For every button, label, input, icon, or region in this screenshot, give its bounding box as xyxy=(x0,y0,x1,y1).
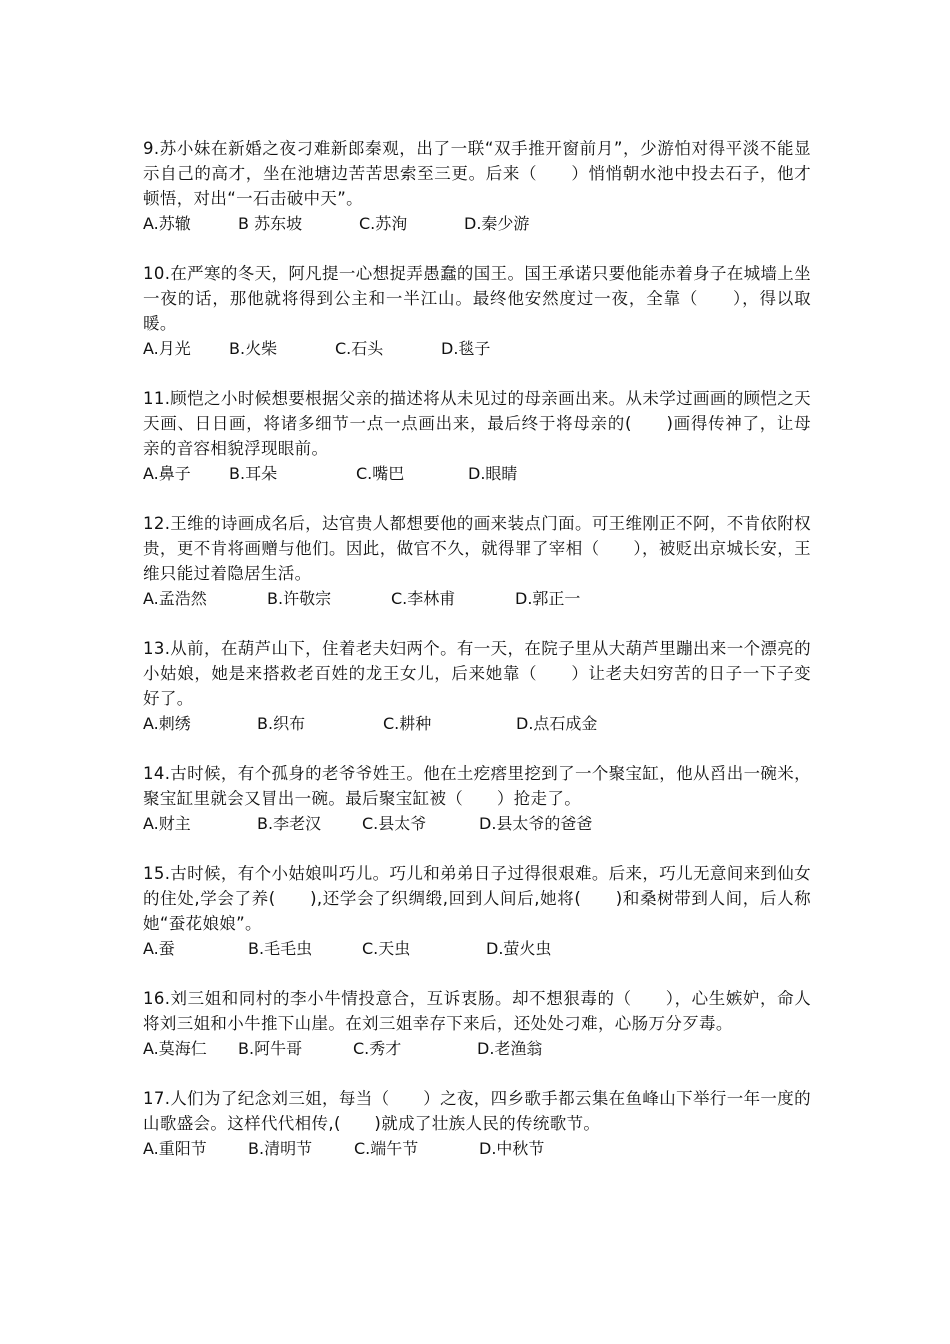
option-c: C.秀才 xyxy=(353,1039,402,1058)
question-stem: 15.古时候，有个小姑娘叫巧儿。巧儿和弟弟日子过得很艰难。后来，巧儿无意间来到仙女的住处,学会了养( ),还学会了织绸缎,回到人间后,她将( )和桑树带到人间，后人称她“蚕花娘娘”。 xyxy=(143,864,811,933)
option-b: B.耳朵 xyxy=(229,464,278,483)
question-stem: 13.从前，在葫芦山下，住着老夫妇两个。有一天，在院子里从大葫芦里蹦出来一个漂亮的小姑娘，她是来搭救老百姓的龙王女儿，后来她靠（ ）让老夫妇穷苦的日子一下子变好了。 xyxy=(143,639,811,708)
option-a: A.莫海仁 xyxy=(143,1039,207,1058)
quiz-page xyxy=(143,136,811,1186)
option-d: D.点石成金 xyxy=(516,714,598,733)
option-a: A.孟浩然 xyxy=(143,589,207,608)
question-11 xyxy=(143,386,811,486)
answer-options xyxy=(143,336,811,361)
answer-options xyxy=(143,211,811,236)
option-a: A.苏辙 xyxy=(143,214,191,233)
question-stem: 16.刘三姐和同村的李小牛情投意合，互诉衷肠。却不想狠毒的（ ），心生嫉妒，命人将刘三姐和小牛推下山崖。在刘三姐幸存下来后，还处处刁难，心肠万分歹毒。 xyxy=(143,989,811,1033)
option-c: C.苏洵 xyxy=(359,214,408,233)
question-stem: 11.顾恺之小时候想要根据父亲的描述将从未见过的母亲画出来。从未学过画画的顾恺之天天画、日日画，将诸多细节一点一点画出来，最后终于将母亲的( )画得传神了，让母亲的音容相貌浮现眼前。 xyxy=(143,389,811,458)
option-d: D.秦少游 xyxy=(464,214,530,233)
answer-options xyxy=(143,811,811,836)
option-b: B.阿牛哥 xyxy=(238,1039,303,1058)
option-d: D.中秋节 xyxy=(479,1139,545,1158)
option-c: C.端午节 xyxy=(354,1139,419,1158)
option-d: D.县太爷的爸爸 xyxy=(479,814,593,833)
option-b: B 苏东坡 xyxy=(238,214,303,233)
question-stem: 12.王维的诗画成名后，达官贵人都想要他的画来装点门面。可王维刚正不阿，不肯依附权贵，更不肯将画赠与他们。因此，做官不久，就得罪了宰相（ ），被贬出京城长安，王维只能过着隐居生活。 xyxy=(143,514,811,583)
option-b: B.火柴 xyxy=(229,339,278,358)
option-b: B.清明节 xyxy=(248,1139,313,1158)
answer-options xyxy=(143,586,811,611)
option-d: D.郭正一 xyxy=(515,589,581,608)
question-15 xyxy=(143,861,811,961)
option-b: B.织布 xyxy=(257,714,306,733)
question-stem: 14.古时候，有个孤身的老爷爷姓王。他在土疙瘩里挖到了一个聚宝缸，他从舀出一碗米，聚宝缸里就会又冒出一碗。最后聚宝缸被（ ）抢走了。 xyxy=(143,764,811,808)
option-a: A.重阳节 xyxy=(143,1139,207,1158)
answer-options xyxy=(143,711,811,736)
option-a: A.蚕 xyxy=(143,939,175,958)
answer-options xyxy=(143,1136,811,1161)
option-c: C.天虫 xyxy=(362,939,411,958)
option-a: A.鼻子 xyxy=(143,464,191,483)
option-a: A.刺绣 xyxy=(143,714,191,733)
question-14 xyxy=(143,761,811,836)
option-d: D.萤火虫 xyxy=(486,939,552,958)
answer-options xyxy=(143,461,811,486)
option-a: A.月光 xyxy=(143,339,191,358)
question-10 xyxy=(143,261,811,361)
question-stem: 9.苏小妹在新婚之夜刁难新郎秦观，出了一联“双手推开窗前月”，少游怕对得平淡不能显示自己的高才，坐在池塘边苦苦思索至三更。后来（ ）悄悄朝水池中投去石子，他才顿悟，对出“一石击破中天”。 xyxy=(143,139,811,208)
option-b: B.毛毛虫 xyxy=(248,939,313,958)
option-c: C.县太爷 xyxy=(362,814,427,833)
question-16 xyxy=(143,986,811,1061)
option-d: D.老渔翁 xyxy=(477,1039,543,1058)
option-c: C.石头 xyxy=(335,339,384,358)
option-c: C.李林甫 xyxy=(391,589,456,608)
option-a: A.财主 xyxy=(143,814,191,833)
option-b: B.李老汉 xyxy=(257,814,322,833)
option-d: D.眼睛 xyxy=(468,464,518,483)
question-9 xyxy=(143,136,811,236)
answer-options xyxy=(143,936,811,961)
option-c: C.嘴巴 xyxy=(356,464,405,483)
option-d: D.毯子 xyxy=(441,339,491,358)
option-b: B.许敬宗 xyxy=(267,589,332,608)
option-c: C.耕种 xyxy=(383,714,432,733)
question-13 xyxy=(143,636,811,736)
question-12 xyxy=(143,511,811,611)
question-17 xyxy=(143,1086,811,1161)
question-stem: 10.在严寒的冬天，阿凡提一心想捉弄愚蠢的国王。国王承诺只要他能赤着身子在城墙上坐一夜的话，那他就将得到公主和一半江山。最终他安然度过一夜，全靠（ ），得以取暖。 xyxy=(143,264,811,333)
question-stem: 17.人们为了纪念刘三姐，每当（ ）之夜，四乡歌手都云集在鱼峰山下举行一年一度的山歌盛会。这样代代相传,( )就成了壮族人民的传统歌节。 xyxy=(143,1089,811,1133)
answer-options xyxy=(143,1036,811,1061)
